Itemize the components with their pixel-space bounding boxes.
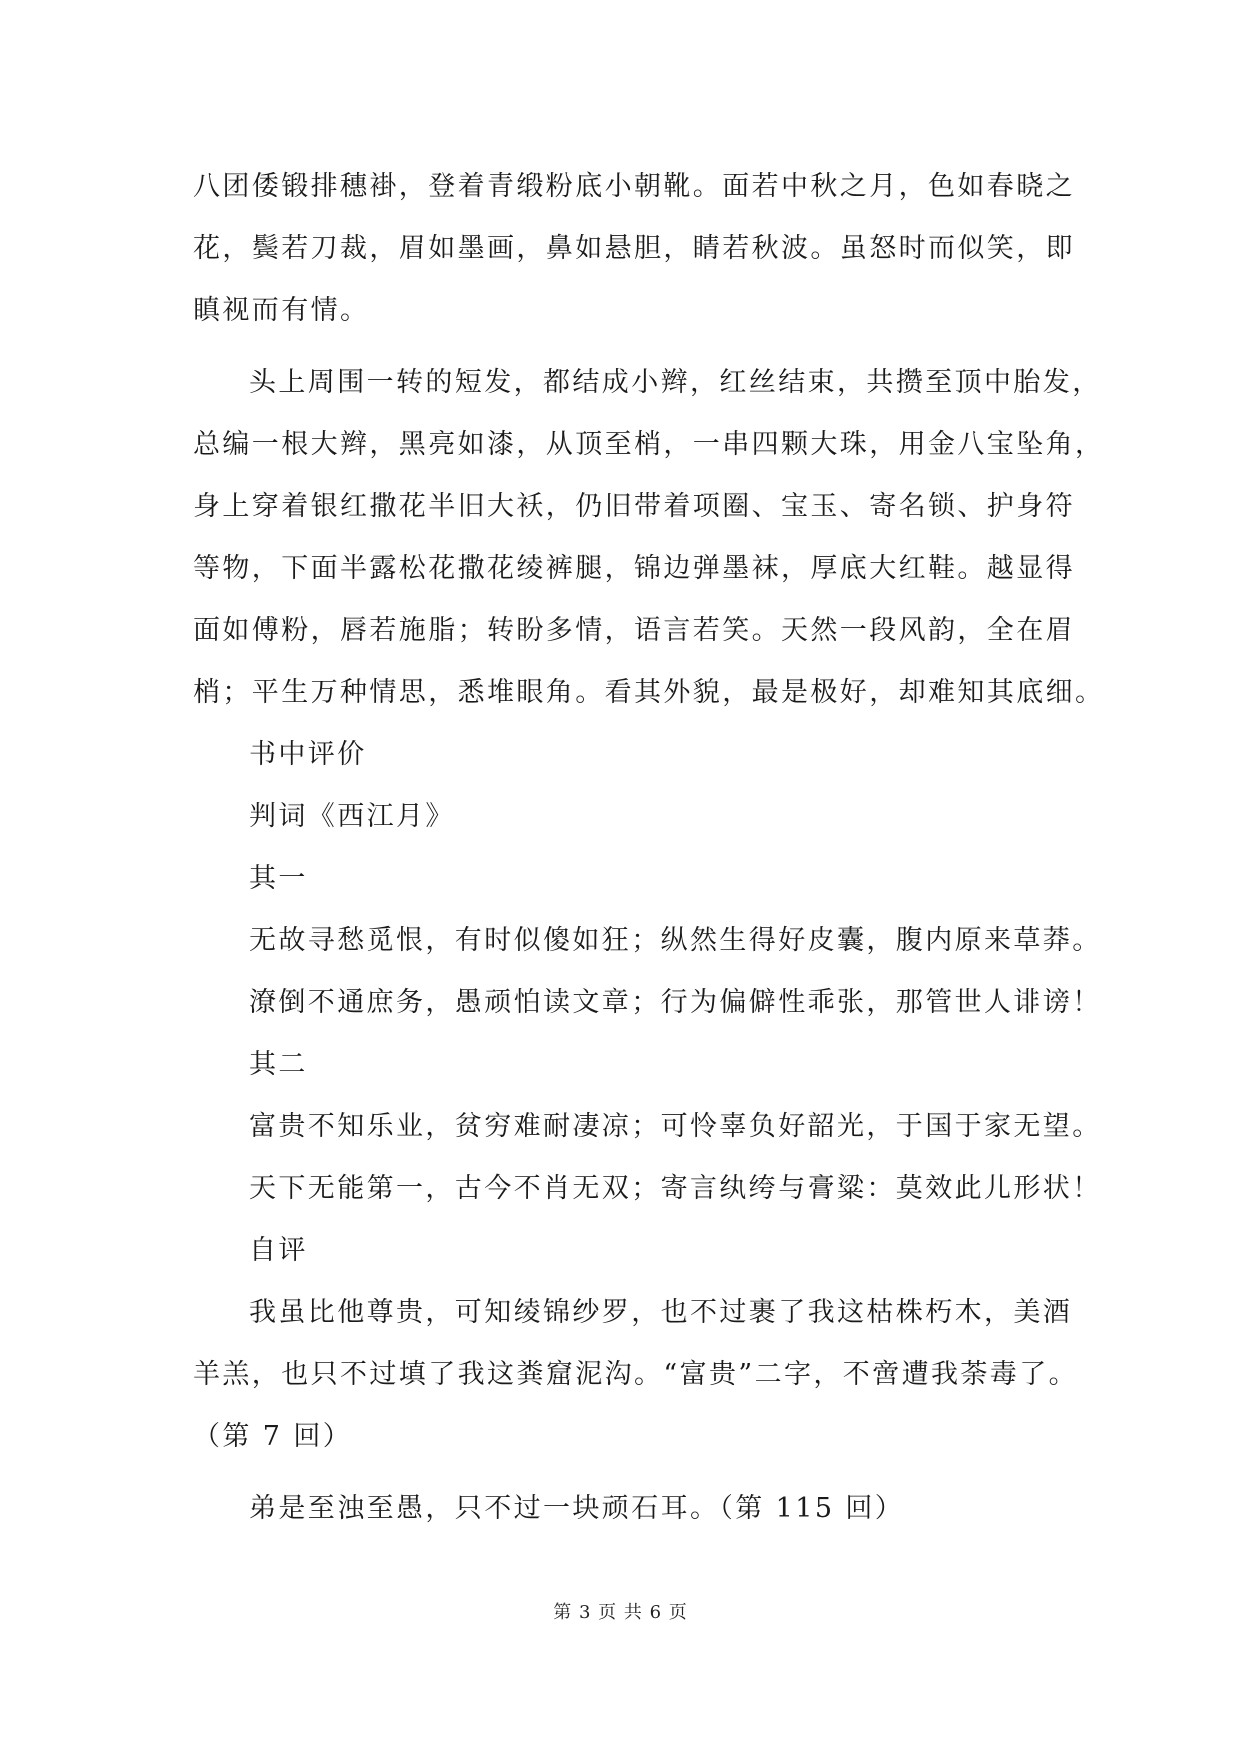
section-heading: 自评 [249,1235,308,1266]
section-heading: 书中评价 [249,739,367,770]
paragraph-start: 弟是至浊至愚，只不过一块顽石耳。（第 115 回） [249,1493,905,1524]
text-line: 八团倭锻排穗褂，登着青缎粉底小朝靴。面若中秋之月，色如春晓之 [193,171,1075,202]
poem-line: 无故寻愁觅恨，有时似傻如狂；纵然生得好皮囊，腹内原来草莽。 [249,925,1102,956]
page-body [193,156,1105,1540]
poem-part-label: 其二 [249,1049,308,1080]
text-line: 总编一根大辫，黑亮如漆，从顶至梢，一串四颗大珠，用金八宝坠角， [193,429,1105,460]
paragraph-start: 头上周围一转的短发，都结成小辫，红丝结束，共攒至顶中胎发， [249,367,1102,398]
text-line: 等物，下面半露松花撒花绫裤腿，锦边弹墨袜，厚底大红鞋。越显得 [193,553,1075,584]
poem-title: 判词《西江月》 [249,801,455,832]
poem-line: 潦倒不通庶务，愚顽怕读文章；行为偏僻性乖张，那管世人诽谤！ [249,987,1102,1018]
text-line: 身上穿着银红撒花半旧大袄，仍旧带着项圈、宝玉、寄名锁、护身符 [193,491,1075,522]
text-line: （第 7 回） [193,1421,353,1452]
poem-part-label: 其一 [249,863,308,894]
poem-line: 富贵不知乐业，贫穷难耐凄凉；可怜辜负好韶光，于国于家无望。 [249,1111,1102,1142]
poem-line: 天下无能第一，古今不肖无双；寄言纨绔与膏粱：莫效此儿形状！ [249,1173,1102,1204]
paragraph-start: 我虽比他尊贵，可知绫锦纱罗，也不过裹了我这枯株朽木，美酒 [249,1297,1073,1328]
text-line: 花，鬓若刀裁，眉如墨画，鼻如悬胆，睛若秋波。虽怒时而似笑，即 [193,233,1075,264]
text-line: 面如傅粉，唇若施脂；转盼多情，语言若笑。天然一段风韵，全在眉 [193,615,1075,646]
text-line: 梢；平生万种情思，悉堆眼角。看其外貌，最是极好，却难知其底细。 [193,677,1105,708]
text-line: 瞋视而有情。 [193,295,370,326]
text-line: 羊羔，也只不过填了我这粪窟泥沟。“富贵”二字，不啻遭我荼毒了。 [193,1359,1079,1390]
page-footer: 第 3 页 共 6 页 [553,1602,688,1623]
